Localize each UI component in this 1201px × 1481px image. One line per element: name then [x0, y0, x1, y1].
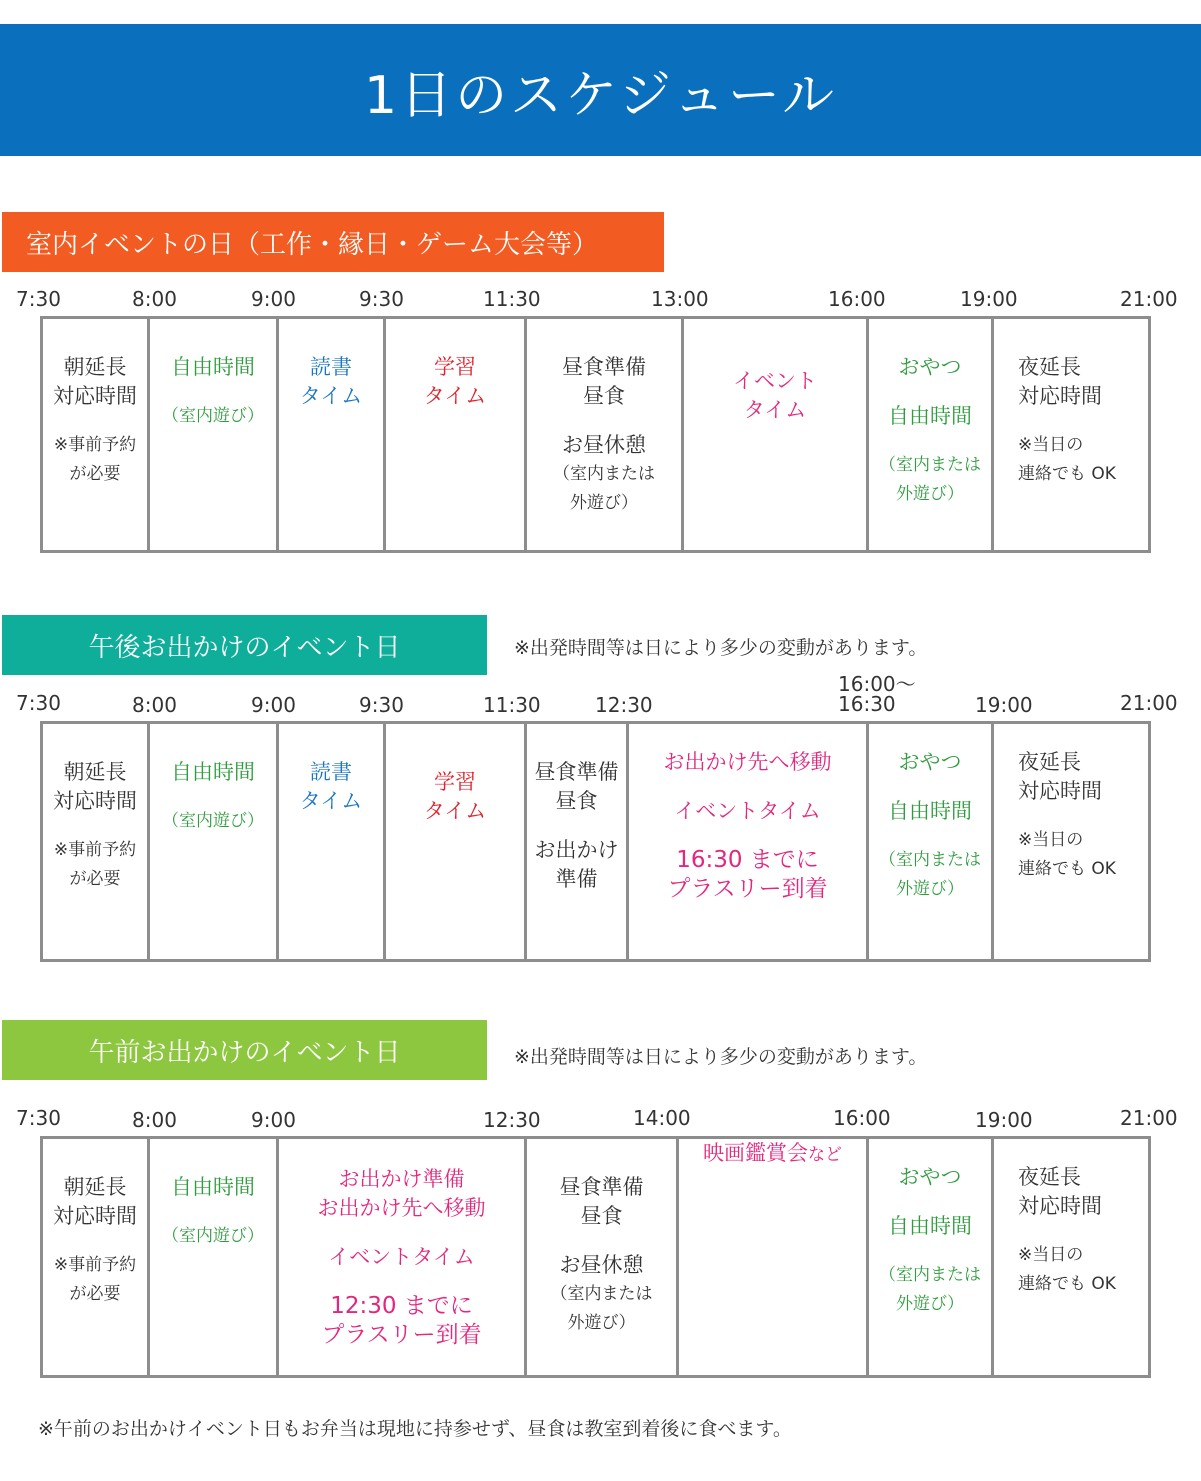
schedule-cell-movie [679, 1139, 869, 1375]
cell-text: タイム [423, 799, 487, 823]
time-label: 11:30 [483, 287, 541, 311]
cell-text: タイム [299, 789, 363, 813]
time-label: 7:30 [16, 1106, 61, 1130]
cell-note: ※当日の [1018, 435, 1084, 455]
cell-text: 朝延長 [63, 355, 127, 379]
cell-text: タイム [423, 384, 487, 408]
cell-text: 学習 [434, 770, 476, 794]
indoor-section-title [2, 212, 664, 272]
cell-text: 昼食 [555, 789, 598, 813]
afternoon-title-text: 午後お出かけのイベント日 [88, 632, 401, 663]
schedule-cell-evening-extension [994, 319, 1148, 550]
afternoon-note: ※出発時間等は日により多少の変動があります。 [514, 637, 928, 659]
cell-note: が必要 [69, 869, 121, 889]
schedule-cell-snack [869, 724, 994, 959]
time-label: 9:00 [251, 287, 296, 311]
morning-title-text: 午前お出かけのイベント日 [88, 1037, 401, 1068]
cell-note: （室内または [879, 455, 981, 475]
schedule-cell-evening-extension [994, 1139, 1148, 1375]
cell-text: 自由時間 [888, 799, 972, 823]
cell-text: 16:30 までに [676, 847, 819, 873]
cell-text: 自由時間 [171, 355, 255, 379]
time-label: 9:00 [251, 1108, 296, 1132]
schedule-cell-evening-extension [994, 724, 1148, 959]
cell-text: 12:30 までに [330, 1293, 473, 1319]
time-label: 16:00 [833, 1106, 891, 1130]
time-label: 7:30 [16, 287, 61, 311]
cell-text: イベントタイム [674, 799, 821, 823]
schedule-cell-outing [279, 1139, 527, 1375]
indoor-schedule-table [40, 316, 1151, 553]
cell-text: 対応時間 [53, 384, 137, 408]
schedule-cell-morning-extension [43, 724, 150, 959]
cell-note: 外遊び） [570, 493, 638, 513]
schedule-cell-reading-time [279, 724, 386, 959]
time-label: 19:00 [975, 693, 1033, 717]
cell-text: 自由時間 [888, 404, 972, 428]
cell-note: （室内遊び） [162, 406, 264, 426]
time-label: 8:00 [132, 693, 177, 717]
cell-note: が必要 [69, 1284, 121, 1304]
time-label: 8:00 [132, 287, 177, 311]
cell-text: 準備 [555, 867, 598, 891]
cell-note: ※事前予約 [53, 840, 137, 860]
cell-text: お出かけ [534, 838, 619, 862]
cell-text: お出かけ先へ移動 [317, 1196, 486, 1220]
cell-text: 読書 [310, 760, 352, 784]
schedule-cell-lunch [527, 319, 684, 550]
time-label: 19:00 [975, 1108, 1033, 1132]
time-label: 21:00 [1120, 287, 1178, 311]
time-label: 13:00 [651, 287, 709, 311]
cell-note: （室内または [879, 1265, 981, 1285]
cell-note: 連絡でも OK [1018, 464, 1116, 484]
cell-note: 連絡でも OK [1018, 1274, 1116, 1294]
schedule-cell-free-time [150, 724, 279, 959]
cell-text: タイム [299, 384, 363, 408]
schedule-cell-lunch [527, 724, 629, 959]
schedule-cell-snack [869, 319, 994, 550]
cell-text: 昼食準備 [562, 355, 646, 379]
time-label: 19:00 [960, 287, 1018, 311]
schedule-cell-reading-time [279, 319, 386, 550]
cell-text: 昼食 [583, 384, 625, 408]
cell-text: プラスリー到着 [667, 876, 828, 902]
indoor-title-text: 室内イベントの日（工作・縁日・ゲーム大会等） [26, 229, 599, 260]
cell-text: おやつ [898, 1165, 962, 1189]
footer-note: ※午前のお出かけイベント日もお弁当は現地に持参せず、昼食は教室到着後に食べます。 [38, 1418, 792, 1440]
cell-note: （室内または [550, 1284, 653, 1304]
schedule-cell-free-time [150, 319, 279, 550]
schedule-cell-study-time [386, 319, 527, 550]
morning-section-title [2, 1020, 487, 1080]
cell-text: お昼休憩 [559, 1253, 644, 1277]
schedule-cell-lunch [527, 1139, 679, 1375]
time-label: 11:30 [483, 693, 541, 717]
cell-note: 外遊び） [896, 484, 964, 504]
cell-note: 連絡でも OK [1018, 859, 1116, 879]
cell-text: 対応時間 [53, 789, 137, 813]
schedule-cell-event-time [684, 319, 869, 550]
cell-text: お出かけ準備 [338, 1167, 465, 1191]
cell-note: （室内遊び） [162, 1226, 264, 1246]
cell-text: 昼食 [580, 1204, 623, 1228]
cell-note: ※当日の [1018, 830, 1084, 850]
cell-note: が必要 [69, 464, 121, 484]
time-label: 16:00～ [838, 672, 916, 696]
time-label: 9:00 [251, 693, 296, 717]
time-label: 9:30 [359, 287, 404, 311]
cell-note: 外遊び） [896, 1294, 964, 1314]
cell-text: おやつ [898, 355, 962, 379]
cell-text: 学習 [434, 355, 476, 379]
cell-note: ※事前予約 [53, 435, 137, 455]
time-label: 9:30 [359, 693, 404, 717]
page-title: 1日のスケジュール [364, 65, 837, 126]
schedule-cell-morning-extension [43, 1139, 150, 1375]
page-title-banner [0, 24, 1201, 156]
schedule-cell-study-time [386, 724, 527, 959]
time-label: 12:30 [483, 1108, 541, 1132]
cell-text: お出かけ先へ移動 [663, 750, 832, 774]
cell-text: 自由時間 [888, 1214, 972, 1238]
time-label: 16:00 [828, 287, 886, 311]
cell-text: 映画鑑賞会 [703, 1141, 808, 1165]
time-label: 21:00 [1120, 1106, 1178, 1130]
cell-text: 昼食準備 [559, 1175, 644, 1199]
cell-text: 読書 [310, 355, 352, 379]
cell-text: 対応時間 [1018, 1194, 1102, 1218]
cell-text: イベントタイム [328, 1245, 475, 1269]
cell-text: イベント [733, 369, 817, 393]
cell-text: おやつ [898, 750, 962, 774]
cell-note: 外遊び） [567, 1313, 636, 1333]
cell-text: お昼休憩 [562, 433, 646, 457]
cell-note: （室内または [553, 464, 655, 484]
cell-note: ※事前予約 [53, 1255, 137, 1275]
schedule-cell-morning-extension [43, 319, 150, 550]
time-label: 12:30 [595, 693, 653, 717]
cell-text: 自由時間 [171, 1175, 255, 1199]
cell-text: 夜延長 [1018, 750, 1081, 774]
schedule-cell-free-time [150, 1139, 279, 1375]
time-label: 7:30 [16, 691, 61, 715]
cell-text: など [808, 1145, 842, 1165]
morning-note: ※出発時間等は日により多少の変動があります。 [514, 1046, 928, 1068]
cell-text: 朝延長 [63, 1175, 127, 1199]
cell-text: 朝延長 [63, 760, 127, 784]
time-label: 21:00 [1120, 691, 1178, 715]
cell-note: （室内遊び） [162, 811, 264, 831]
afternoon-section-title [2, 615, 487, 675]
cell-text: 自由時間 [171, 760, 255, 784]
cell-text: 対応時間 [1018, 779, 1102, 803]
cell-text: 夜延長 [1018, 355, 1081, 379]
cell-text: 夜延長 [1018, 1165, 1081, 1189]
time-label: 16:30 [838, 692, 896, 716]
time-label: 8:00 [132, 1108, 177, 1132]
time-label: 14:00 [633, 1106, 691, 1130]
schedule-cell-outing [629, 724, 869, 959]
afternoon-schedule-table [40, 721, 1151, 962]
morning-schedule-table [40, 1136, 1151, 1378]
cell-text: 昼食準備 [534, 760, 619, 784]
cell-text: 対応時間 [53, 1204, 137, 1228]
cell-text: プラスリー到着 [321, 1322, 482, 1348]
cell-text: タイム [743, 398, 807, 422]
cell-note: （室内または [879, 850, 981, 870]
cell-note: 外遊び） [896, 879, 964, 899]
schedule-cell-snack [869, 1139, 994, 1375]
cell-text: 対応時間 [1018, 384, 1102, 408]
cell-note: ※当日の [1018, 1245, 1084, 1265]
